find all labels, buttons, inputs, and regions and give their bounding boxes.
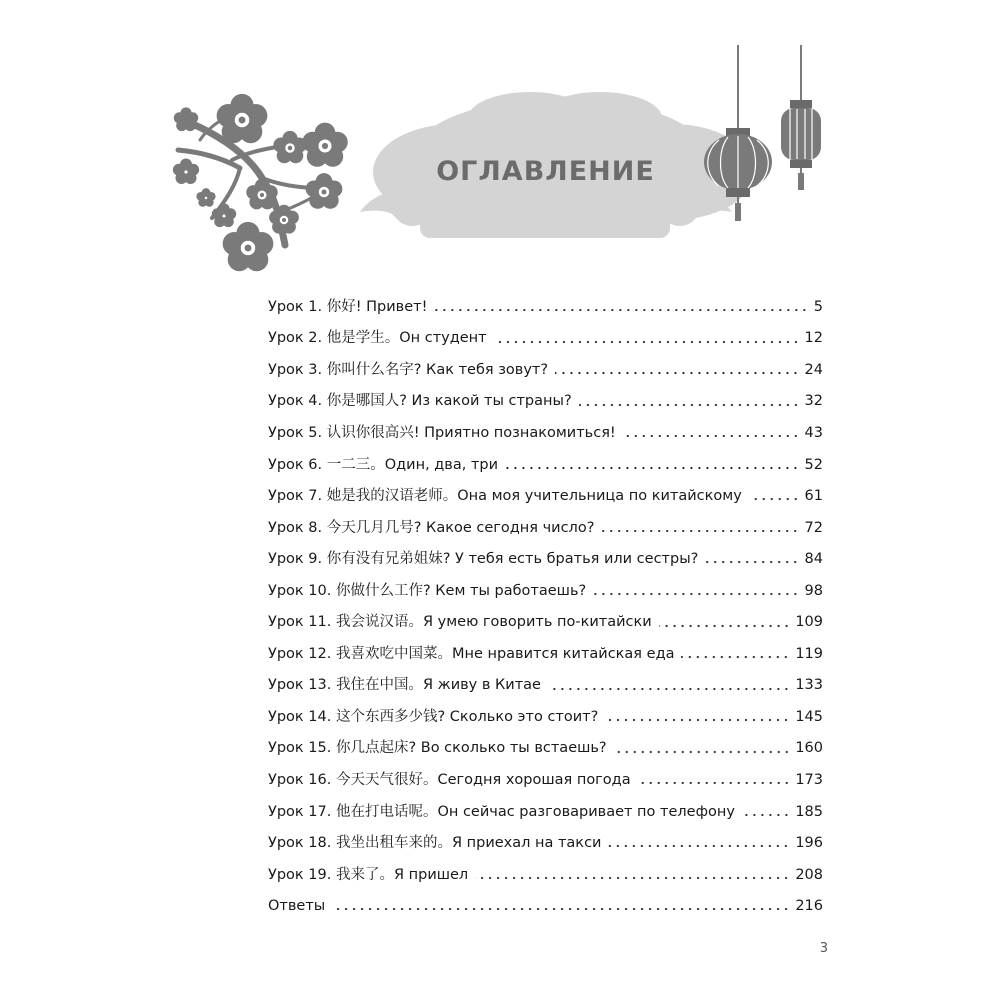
toc-dot-leader (593, 592, 799, 596)
toc-entry-title: Урок 8. 今天几月几号? Какое сегодня число? (268, 519, 595, 536)
toc-dot-leader (659, 624, 791, 628)
toc-entry (268, 764, 823, 796)
toc-entry (268, 512, 823, 544)
toc-entry-title: Урок 19. 我来了。Я пришел (268, 866, 469, 883)
toc-entry-title: Урок 14. 这个东西多少钱? Сколько это стоит? (268, 708, 599, 725)
toc-dot-leader (614, 750, 791, 754)
toc-dot-leader (601, 529, 799, 533)
toc-dot-leader (548, 687, 790, 691)
toc-entry-title: Урок 17. 他在打电话呢。Он сейчас разговаривает по телефону (268, 803, 735, 820)
toc-entry (268, 733, 823, 765)
toc-entry-title: Урок 18. 我坐出租车来的。Я приехал на такси (268, 835, 602, 852)
toc-dot-leader (638, 781, 791, 785)
toc-dot-leader (555, 371, 799, 375)
header-illustration (0, 0, 1000, 290)
toc-dot-leader (681, 655, 790, 659)
toc-entry-title: Урок 1. 你好! Привет! (268, 298, 428, 315)
toc-entry-title: Урок 12. 我喜欢吃中国菜。Мне нравится китайская еда (268, 645, 675, 662)
toc-entry (268, 386, 823, 418)
toc-entry (268, 354, 823, 386)
toc-entry-page: 32 (804, 393, 823, 410)
toc-entry-page: 133 (795, 677, 823, 694)
toc-entry-page: 84 (804, 551, 823, 568)
toc-entry-title: Урок 7. 她是我的汉语老师。Она моя учительница по китайскому (268, 488, 742, 505)
toc-entry-page: 52 (804, 456, 823, 473)
toc-entry-page: 196 (795, 835, 823, 852)
toc-entry-page: 24 (804, 361, 823, 378)
toc-dot-leader (608, 844, 790, 848)
toc-dot-leader (434, 308, 808, 312)
toc-entry (268, 638, 823, 670)
toc-entry-page: 145 (795, 708, 823, 725)
toc-entry-title: Урок 3. 你叫什么名字? Как тебя зовут? (268, 361, 549, 378)
toc-entry-page: 109 (795, 614, 823, 631)
toc-dot-leader (605, 718, 790, 722)
toc-entry-title: Урок 6. 一二三。Один, два, три (268, 456, 499, 473)
toc-entry-page: 185 (795, 803, 823, 820)
toc-entry-title: Урок 15. 你几点起床? Во сколько ты встаешь? (268, 740, 607, 757)
toc-entry-page: 5 (813, 298, 823, 315)
toc-dot-leader (494, 340, 800, 344)
toc-dot-leader (749, 497, 800, 501)
toc-entry-title: Ответы (268, 898, 326, 915)
toc-entry (268, 827, 823, 859)
toc-entry (268, 670, 823, 702)
toc-dot-leader (742, 813, 790, 817)
toc-entry-title: Урок 2. 他是学生。Он студент (268, 330, 487, 347)
toc-entry (268, 323, 823, 355)
toc-dot-leader (579, 403, 800, 407)
toc-entry (268, 417, 823, 449)
toc-entry-title: Урок 10. 你做什么工作? Кем ты работаешь? (268, 582, 587, 599)
toc-entry-page: 208 (795, 866, 823, 883)
toc-entry (268, 543, 823, 575)
toc-entry-title: Урок 5. 认识你很高兴! Приятно познакомиться! (268, 424, 616, 441)
toc-entry-page: 216 (795, 898, 823, 915)
toc-entry-page: 119 (795, 645, 823, 662)
toc-entry (268, 796, 823, 828)
toc-dot-leader (475, 876, 790, 880)
toc-entry-page: 43 (804, 424, 823, 441)
toc-entry-title: Урок 4. 你是哪国人? Из какой ты страны? (268, 393, 572, 410)
toc-entry-page: 160 (795, 740, 823, 757)
toc-dot-leader (505, 466, 800, 470)
toc-entry-title: Урок 9. 你有没有兄弟姐妹? У тебя есть братья или сестры? (268, 551, 699, 568)
page-number: 3 (819, 941, 828, 956)
toc-entry (268, 607, 823, 639)
toc-entry-title: Урок 16. 今天天气很好。Сегодня хорошая погода (268, 772, 631, 788)
lantern-icon (781, 45, 821, 190)
toc-entry (268, 859, 823, 891)
cherry-blossom-branch-icon (173, 94, 348, 271)
toc-entry-page: 98 (804, 582, 823, 599)
toc-entry (268, 890, 823, 922)
toc-entry-title: Урок 11. 我会说汉语。Я умею говорить по-китайски (268, 614, 652, 631)
toc-entry (268, 480, 823, 512)
toc-entry-page: 72 (804, 519, 823, 536)
toc-entry (268, 701, 823, 733)
toc-entry-page: 173 (795, 772, 823, 788)
toc-dot-leader (705, 560, 799, 564)
toc-entry-page: 61 (804, 488, 823, 505)
toc-entry-page: 12 (804, 330, 823, 347)
toc-dot-leader (623, 434, 800, 438)
toc-entry (268, 291, 823, 323)
toc-dot-leader (332, 907, 790, 911)
toc-entry (268, 449, 823, 481)
toc-entry (268, 575, 823, 607)
page-title: ОГЛАВЛЕНИЕ (436, 155, 655, 187)
toc-entry-title: Урок 13. 我住在中国。Я живу в Китае (268, 677, 541, 694)
